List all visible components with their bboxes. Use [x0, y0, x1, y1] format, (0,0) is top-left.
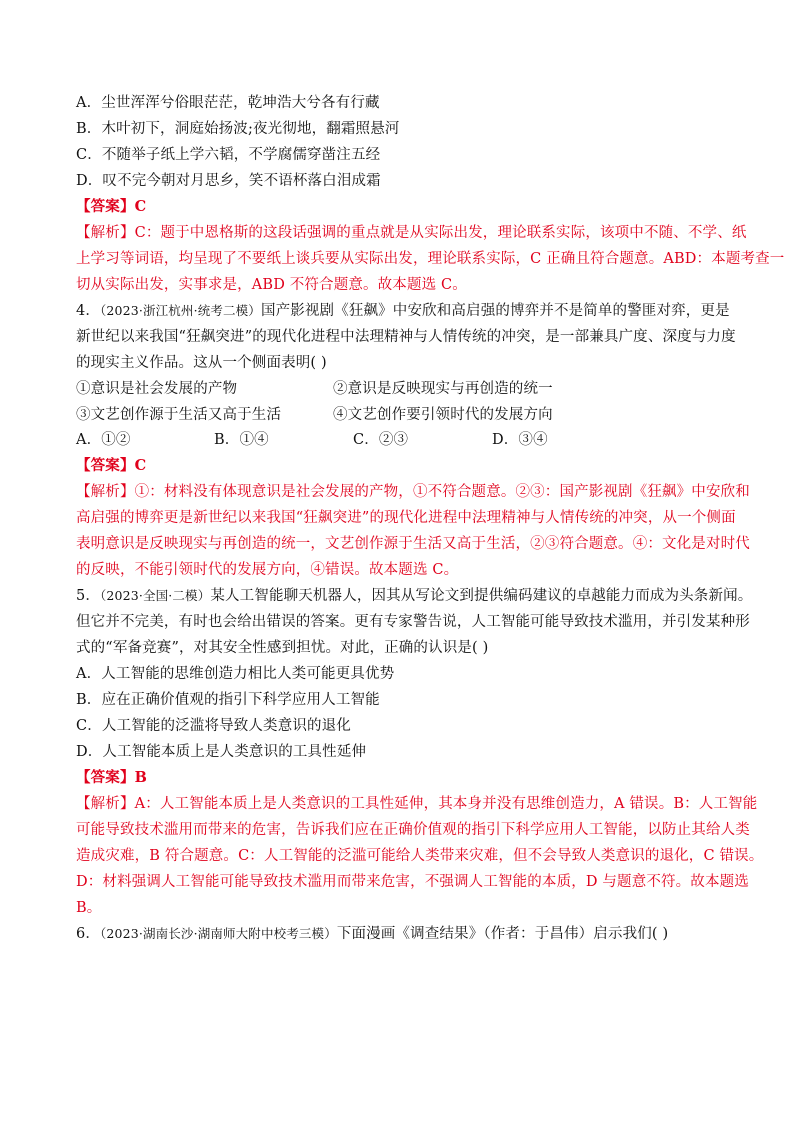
q5-analysis-line-2: 可能导致技术滥用而带来的危害，告诉我们应在正确价值观的指引下科学应用人工智能，以防止其给人类: [76, 822, 750, 838]
q5-source: （2023·全国·二模）: [100, 588, 211, 603]
q4-source: （2023·浙江杭州·统考二模）: [100, 303, 261, 318]
q4-analysis-line-4: 的反映，不能引领时代的发展方向，④错误。故本题选 C。: [76, 562, 459, 578]
q4-choice-b: B．①④: [214, 432, 269, 448]
q5-analysis-line-3: 造成灾难，B 符合题意。C：人工智能的泛滥可能给人类带来灾难，但不会导致人类意识的退化，C 错误。: [76, 848, 764, 864]
q4-choice-a: A．①②: [76, 432, 131, 448]
q5-option-d: D．人工智能本质上是人类意识的工具性延伸: [76, 744, 367, 760]
q3-option-a: A．尘世浑浑兮俗眼茫茫，乾坤浩大兮各有行藏: [76, 95, 380, 111]
q4-number: 4．: [76, 303, 101, 319]
q5-option-c: C．人工智能的泛滥将导致人类意识的退化: [76, 718, 351, 734]
q4-stem-line-1: [76, 301, 730, 321]
q4-statement-4: ④文艺创作要引领时代的发展方向: [333, 407, 553, 423]
q5-analysis-line-1: 【解析】A：人工智能本质上是人类意识的工具性延伸，其本身并没有思维创造力，A 错误。B：人工智能: [76, 796, 758, 812]
q4-choice-d: D．③④: [492, 432, 548, 448]
q5-stem-line-3: 式的“军备竞赛”，对其安全性感到担忧。对此，正确的认识是( ): [76, 640, 489, 656]
q6-number: 6．: [76, 926, 101, 942]
q5-option-b: B．应在正确价值观的指引下科学应用人工智能: [76, 692, 380, 708]
q3-option-c: C．不随举子纸上学六韬，不学腐儒穿凿注五经: [76, 147, 381, 163]
q4-statement-1: ①意识是社会发展的产物: [76, 381, 238, 397]
q4-answer: 【答案】C: [76, 457, 147, 474]
q4-analysis-line-3: 表明意识是反映现实与再创造的统一，文艺创作源于生活又高于生活，②③符合题意。④：文化是对时代: [76, 536, 750, 552]
q5-stem-text: 某人工智能聊天机器人，因其从写论文到提供编码建议的卓越能力而成为头条新闻。: [210, 588, 753, 604]
q6-source: （2023·湖南长沙·湖南师大附中校考三模）: [100, 926, 337, 941]
q4-statement-2: ②意识是反映现实与再创造的统一: [333, 381, 553, 397]
q4-statement-3: ③文艺创作源于生活又高于生活: [76, 407, 282, 423]
q5-analysis-line-4: D：材料强调人工智能可能导致技术滥用而带来危害，不强调人工智能的本质，D 与题意不符。故本题选: [76, 874, 749, 890]
q6-stem-text: 下面漫画《调查结果》（作者：于昌伟）启示我们( ): [336, 926, 669, 942]
q5-option-a: A．人工智能的思维创造力相比人类可能更具优势: [76, 666, 395, 682]
q5-number: 5．: [76, 588, 101, 604]
q4-stem-text: 国产影视剧《狂飙》中安欣和高启强的博弈并不是简单的警匪对弈，更是: [260, 303, 730, 319]
q4-analysis-line-1: 【解析】①：材料没有体现意识是社会发展的产物，①不符合题意。②③：国产影视剧《狂飙》中安欣和: [76, 484, 750, 500]
q5-analysis-line-5: B。: [76, 900, 102, 916]
q6-stem-line-1: [76, 924, 668, 944]
q4-analysis-line-2: 高启强的博弈更是新世纪以来我国“狂飙突进”的现代化进程中法理精神与人情传统的冲突，从一个侧面: [76, 510, 736, 526]
q4-stem-line-3: 的现实主义作品。这从一个侧面表明( ): [76, 355, 327, 371]
q5-stem-line-2: 但它并不完美，有时也会给出错误的答案。更有专家警告说，人工智能可能导致技术滥用，并引发某种形: [76, 614, 750, 630]
q5-stem-line-1: [76, 586, 752, 606]
q3-analysis-line-3: 切从实际出发，实事求是，ABD 不符合题意。故本题选 C。: [76, 277, 467, 293]
q3-option-d: D．叹不完今朝对月思乡，笑不语杯落白泪成霜: [76, 173, 381, 189]
q3-option-b: B．木叶初下，洞庭始扬波;夜光彻地，翻霜照悬河: [76, 121, 400, 137]
q3-analysis-line-2: 上学习等词语，均呈现了不要纸上谈兵要从实际出发，理论联系实际，C 正确且符合题意。ABD：本题考查一: [76, 251, 785, 267]
q5-answer: 【答案】B: [76, 769, 148, 786]
q3-answer: 【答案】C: [76, 198, 147, 215]
q4-choice-c: C．②③: [353, 432, 409, 448]
q4-stem-line-2: 新世纪以来我国“狂飙突进”的现代化进程中法理精神与人情传统的冲突，是一部兼具广度、深度与力度: [76, 329, 736, 345]
q3-analysis-line-1: 【解析】C：题于中恩格斯的这段话强调的重点就是从实际出发，理论联系实际，该项中不随、不学、纸: [76, 225, 747, 241]
